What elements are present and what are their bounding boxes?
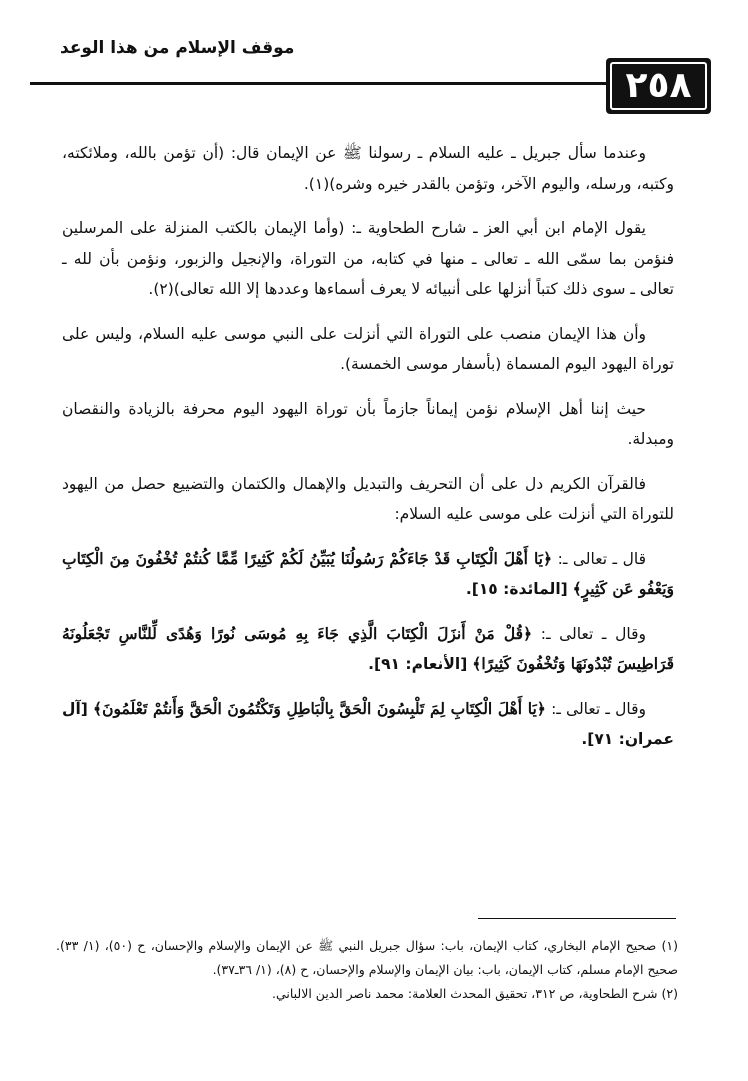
quran-quote bbox=[62, 619, 674, 680]
paragraph: وأن هذا الإيمان منصب على التوراة التي أنزلت على النبي موسى عليه السلام، وليس على توراة اليهود اليوم المسماة (بأسفار موسى الخمسة). bbox=[62, 324, 674, 373]
quran-verse: ﴿يَا أَهْلَ الْكِتَابِ لِمَ تَلْبِسُونَ الْحَقَّ بِالْبَاطِلِ وَتَكْتُمُونَ الْحَقَّ وَأَنتُمْ تَعْلَمُونَ﴾ bbox=[93, 698, 546, 718]
footnote: (١) صحيح الإمام البخاري، كتاب الإيمان، باب: سؤال جبريل النبي ﷺ عن الإيمان والإسلام والإحسان، ح (٥٠)، (١/ ٣٣). صحيح الإمام مسلم، كتاب الإيمان، باب: بيان الإيمان والإسلام والإحسان، ح (٨)، (١/ ٣٦ـ٣٧). bbox=[56, 938, 678, 977]
main-text bbox=[62, 138, 674, 769]
quran-verse: ﴿قُلْ مَنْ أَنزَلَ الْكِتَابَ الَّذِي جَاءَ بِهِ مُوسَى نُورًا وَهُدًى لِّلنَّاسِ تَجْعَلُونَهُ قَرَاطِيسَ تُبْدُونَهَا وَتُخْفُونَ كَثِيرًا﴾ bbox=[62, 623, 674, 673]
paragraph: فالقرآن الكريم دل على أن التحريف والتبديل والإهمال والكتمان والتضييع حصل من اليهود للتوراة التي أنزلت على موسى عليه السلام: bbox=[62, 474, 674, 523]
verse-reference: [آل عمران: ٧١]. bbox=[62, 699, 674, 748]
quote-intro: قال ـ تعالى ـ: bbox=[557, 549, 646, 568]
footnote: (٢) شرح الطحاوية، ص ٣١٢، تحقيق المحدث العلامة: محمد ناصر الدين الالباني. bbox=[271, 986, 678, 1001]
quote-intro: وقال ـ تعالى ـ: bbox=[540, 624, 646, 643]
running-header-title: موقف الإسلام من هذا الوعد bbox=[60, 38, 295, 58]
quran-quote bbox=[62, 694, 674, 755]
page-number-badge: ٢٥٨ bbox=[606, 58, 711, 114]
header-rule bbox=[30, 82, 608, 85]
quran-quote bbox=[62, 544, 674, 605]
quote-intro: وقال ـ تعالى ـ: bbox=[551, 699, 646, 718]
paragraph: حيث إننا أهل الإسلام نؤمن إيماناً جازماً بأن توراة اليهود اليوم محرفة بالزيادة والنقصان ومبدلة. bbox=[62, 399, 674, 448]
footnotes bbox=[56, 934, 678, 1006]
quran-verse: ﴿يَا أَهْلَ الْكِتَابِ قَدْ جَاءَكُمْ رَسُولُنَا يُبَيِّنُ لَكُمْ كَثِيرًا مِّمَّا كُنتُمْ تُخْفُونَ مِنَ الْكِتَابِ وَيَعْفُو عَن كَثِيرٍ﴾ bbox=[62, 548, 674, 598]
footnote-separator bbox=[478, 918, 676, 919]
verse-reference: [المائدة: ١٥]. bbox=[465, 580, 568, 598]
verse-reference: [الأنعام: ٩١]. bbox=[368, 655, 468, 673]
paragraph: يقول الإمام ابن أبي العز ـ شارح الطحاوية ـ: (وأما الإيمان بالكتب المنزلة على المرسلين فنؤمن بما سمّى الله ـ تعالى ـ منها في كتابه، من التوراة، والإنجيل والزبور، ونؤمن بأن لله ـ تعالى ـ سوى ذلك كتباً أنزلها على أنبيائه لا يعرف أسماءها وعددها إلا الله تعالى)(٢). bbox=[62, 219, 674, 298]
paragraph: وعندما سأل جبريل ـ عليه السلام ـ رسولنا ﷺ عن الإيمان قال: (أن تؤمن بالله، وملائكته، وكتبه، ورسله، واليوم الآخر، وتؤمن بالقدر خيره وشره)(١). bbox=[62, 144, 674, 193]
